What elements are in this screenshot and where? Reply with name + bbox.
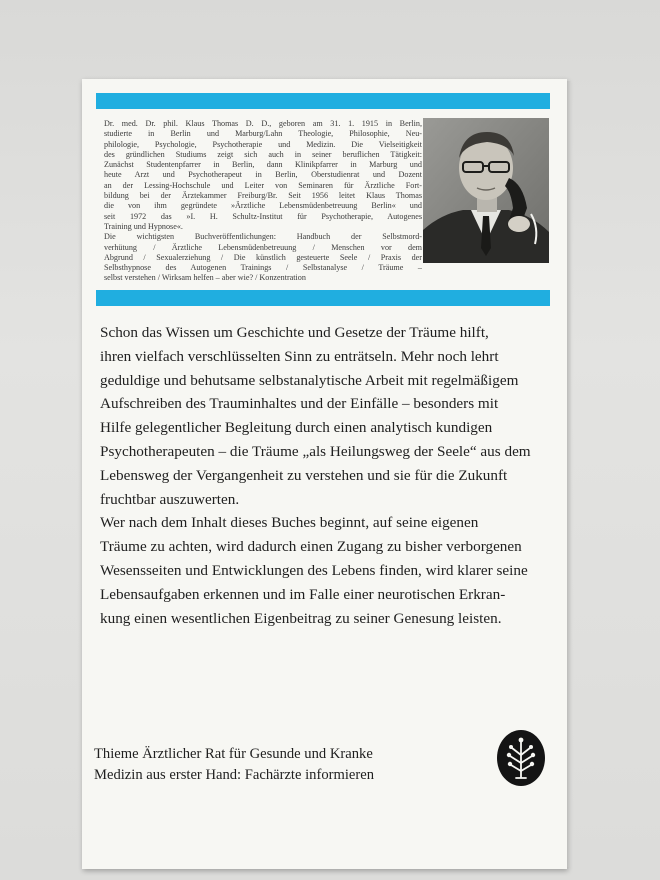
author-bio [104, 119, 422, 284]
bio-line: an der Lessing-Hochschule und Leiter von Seminaren für Ärztliche Fort- [104, 180, 422, 190]
blurb-line: ihren vielfach verschlüsselten Sinn zu enträtseln. Mehr noch lehrt [100, 347, 499, 365]
bio-line: Training und Hypnose«. [104, 221, 183, 231]
blurb-line: Psychotherapeuten – die Träume „als Heilungsweg der Seele“ aus dem [100, 442, 531, 460]
bio-line: die von ihm gegründete »Ärztliche Lebensmüdenbetreuung Berlin« und [104, 201, 422, 211]
blurb-line: Lebensaufgaben erkennen und im Falle einer neurotischen Erkran- [100, 585, 506, 603]
book-spine-edge [567, 81, 571, 867]
blurb-line: Lebensweg der Vergangenheit zu verstehen und sie für die Zukunft [100, 466, 508, 484]
blurb-line: kung einen wesentlichen Eigenbeitrag zu seiner Genesung leisten. [100, 609, 502, 627]
series-title: Thieme Ärztlicher Rat für Gesunde und Kranke [94, 746, 373, 762]
bio-line: verhütung / Ärztliche Lebensmüdenbetreuung / Menschen vor dem [104, 242, 422, 252]
blurb-line: Aufschreiben des Trauminhaltes und der Einfälle – besonders mit [100, 395, 499, 413]
tree-emblem-icon [496, 729, 546, 787]
middle-blue-stripe [96, 290, 550, 306]
blurb-line: Träume zu achten, wird dadurch einen Zugang zu bisher verborgenen [100, 538, 522, 556]
series-footer [94, 744, 494, 786]
book-back-cover [82, 79, 567, 869]
bio-line: selbst verstehen / Wirksam helfen – aber wie? / Konzentration [104, 273, 306, 283]
bio-line: Abgrund / Sexualerziehung / Die künstlich gesteuerte Seele / Praxis der [104, 252, 422, 262]
bio-line: studierte in Berlin und Marburg/Lahn Theologie, Philosophie, Neu- [104, 129, 422, 139]
blurb-line: fruchtbar auszuwerten. [100, 490, 240, 508]
bio-line: seit 1972 das »I. H. Schultz-Institut für Psychotherapie, Autogenes [104, 211, 422, 221]
blurb-line: Wer nach dem Inhalt dieses Buches beginnt, auf seine eigenen [100, 514, 479, 532]
blurb-line: Hilfe gelegentlicher Begleitung durch einen analytisch kundigen [100, 419, 493, 437]
author-portrait-photo [423, 118, 549, 263]
blurb-line: geduldige und behutsame selbstanalytische Arbeit mit regelmäßigem [100, 371, 519, 389]
bio-line: Zunächst Studentenpfarrer in Berlin, dann Klinikpfarrer in Marburg und [104, 160, 422, 170]
series-subtitle: Medizin aus erster Hand: Fachärzte informieren [94, 767, 375, 783]
blurb-text [100, 321, 555, 630]
bio-line: des gründlichen Studiums zeigt sich auch in seiner beruflichen Tätigkeit: [104, 149, 422, 159]
bio-line: Die wichtigsten Buchveröffentlichungen: Handbuch der Selbstmord- [104, 232, 422, 242]
top-blue-stripe [96, 93, 550, 109]
bio-line: philologie, Psychologie, Psychotherapie und Medizin. Die Vielseitigkeit [104, 139, 422, 149]
blurb-line: Wesensseiten und Entwicklungen des Lebens finden, wird klarer seine [100, 561, 528, 579]
bio-line: Dr. med. Dr. phil. Klaus Thomas D. D., geboren am 31. 1. 1915 in Berlin, [104, 119, 422, 128]
bio-line: heute Arzt und Psychotherapeut in Berlin, Oberstudienrat und Dozent [104, 170, 422, 180]
blurb-line: Schon das Wissen um Geschichte und Gesetze der Träume hilft, [100, 324, 489, 341]
author-portrait-illustration [423, 118, 549, 263]
bio-line: bildung bei der Ärztekammer Freiburg/Br. Seit 1956 leitet Klaus Thomas [104, 191, 422, 201]
bio-line: Selbsthypnose des Autogenen Trainings / Selbstanalyse / Träume – [104, 263, 422, 273]
